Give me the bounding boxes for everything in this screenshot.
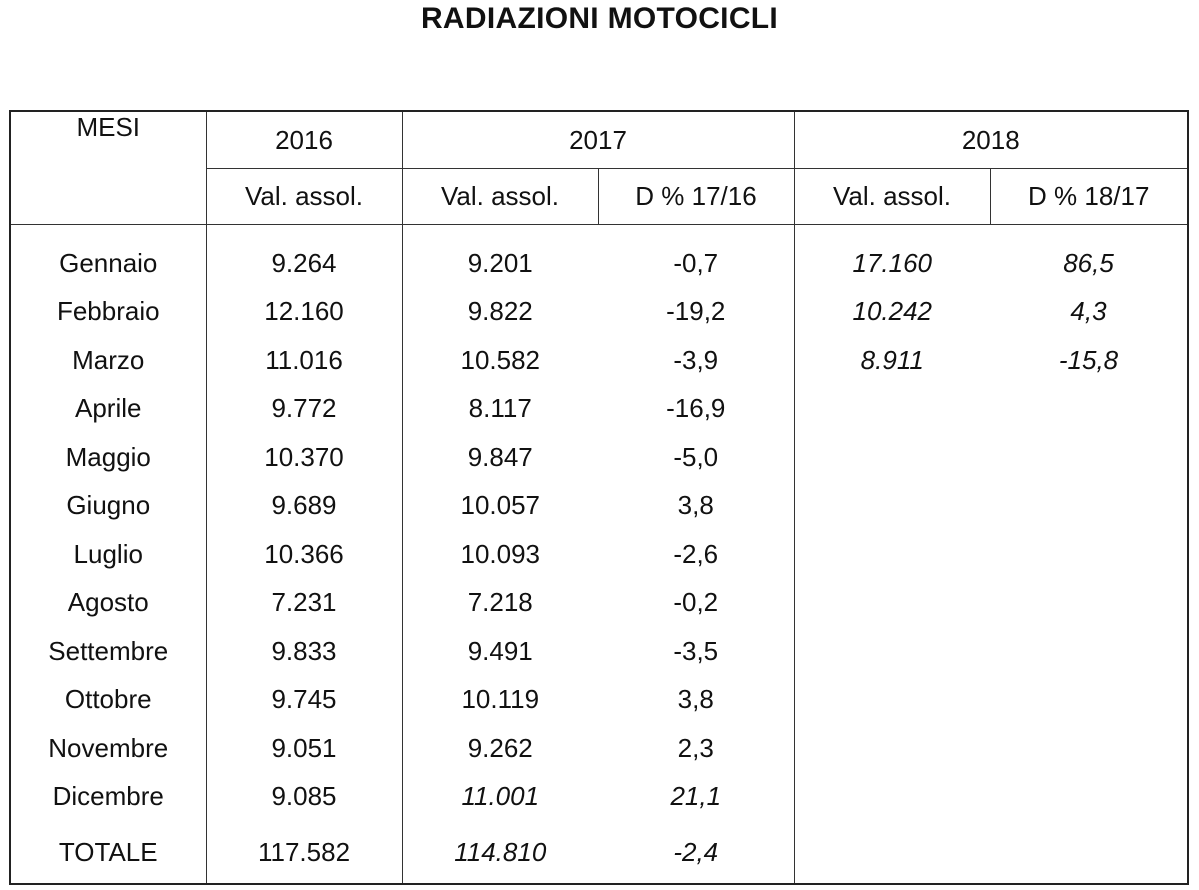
cell-delta-18-17 [990,724,1188,773]
cell-val-2017: 114.810 [402,821,598,884]
header-year-2016: 2016 [206,111,402,169]
page-title: RADIAZIONI MOTOCICLI [420,2,779,35]
cell-val-2017: 11.001 [402,773,598,822]
header-delta-17-16: D % 17/16 [598,169,794,225]
cell-val-2017: 9.847 [402,433,598,482]
cell-delta-17-16: -2,4 [598,821,794,884]
cell-val-2016: 9.833 [206,627,402,676]
cell-val-2017: 9.262 [402,724,598,773]
cell-val-2016: 9.772 [206,385,402,434]
cell-val-2017: 10.057 [402,482,598,531]
cell-delta-18-17: -15,8 [990,336,1188,385]
cell-val-2016: 9.689 [206,482,402,531]
cell-month: Febbraio [10,288,206,337]
cell-delta-17-16: 3,8 [677,684,714,715]
cell-delta-18-17: 86,5 [990,225,1188,288]
cell-month: Agosto [10,579,206,628]
cell-val-2018 [794,482,990,531]
cell-val-2018 [794,724,990,773]
table-row [10,288,1188,337]
cell-val-2018 [794,385,990,434]
header-row-years [10,111,1188,169]
cell-month: Gennaio [10,225,206,288]
cell-val-2016: 9.051 [206,724,402,773]
cell-val-2016: 12.160 [206,288,402,337]
cell-month: Dicembre [10,773,206,822]
cell-val-2017: 10.582 [402,336,598,385]
cell-delta-18-17 [990,530,1188,579]
cell-val-2017: 9.491 [402,627,598,676]
radiazioni-table [9,110,1189,885]
cell-val-2016: 9.085 [206,773,402,822]
cell-val-2018 [794,773,990,822]
cell-delta-18-17 [990,482,1188,531]
header-val-assol-2018: Val. assol. [794,169,990,225]
cell-delta-17-16: -5,0 [673,441,719,472]
cell-val-2016: 10.370 [206,433,402,482]
cell-delta-18-17 [990,433,1188,482]
cell-val-2018: 8.911 [794,336,990,385]
header-mesi: MESI [10,111,206,225]
cell-delta-17-16: 3,8 [677,490,714,521]
cell-val-2017: 7.218 [402,579,598,628]
cell-month: Novembre [10,724,206,773]
header-val-assol-2017: Val. assol. [402,169,598,225]
cell-month: Aprile [10,385,206,434]
table-body [10,225,1188,885]
header-year-2017: 2017 [402,111,794,169]
cell-month: Giugno [10,482,206,531]
cell-val-2016: 117.582 [206,821,402,884]
table-row [10,627,1188,676]
cell-delta-17-16: -19,2 [666,296,726,327]
cell-delta-17-16: -3,5 [673,635,719,666]
cell-month: Luglio [10,530,206,579]
table-row [10,225,1188,288]
cell-delta-18-17 [990,627,1188,676]
cell-val-2017: 10.093 [402,530,598,579]
table-row [10,482,1188,531]
cell-val-2017: 9.822 [402,288,598,337]
cell-val-2016: 7.231 [206,579,402,628]
cell-month: Ottobre [10,676,206,725]
header-delta-18-17: D % 18/17 [990,169,1188,225]
total-row [10,821,1188,884]
cell-val-2016: 9.745 [206,676,402,725]
cell-val-2016: 10.366 [206,530,402,579]
table-row [10,773,1188,822]
table-row [10,433,1188,482]
cell-val-2018 [794,676,990,725]
table-row [10,336,1188,385]
cell-month: Marzo [10,336,206,385]
header-year-2018: 2018 [794,111,1188,169]
cell-delta-17-16: 21,1 [670,781,722,812]
cell-val-2018: 10.242 [794,288,990,337]
table-row [10,676,1188,725]
cell-delta-17-16: -3,9 [673,344,719,375]
table-row [10,385,1188,434]
table-row [10,530,1188,579]
cell-val-2018 [794,433,990,482]
cell-val-2018 [794,627,990,676]
cell-delta-18-17 [990,385,1188,434]
cell-delta-17-16: -0,2 [673,587,719,618]
cell-delta-18-17 [990,579,1188,628]
cell-val-2018 [794,530,990,579]
cell-val-2018: 17.160 [794,225,990,288]
cell-val-2017: 10.119 [402,676,598,725]
cell-val-2018 [794,821,990,884]
cell-delta-17-16: -2,6 [673,538,719,569]
cell-val-2017: 9.201 [402,225,598,288]
cell-delta-17-16: -16,9 [666,393,726,424]
cell-month: TOTALE [10,821,206,884]
cell-delta-17-16: 2,3 [677,732,714,763]
cell-val-2016: 9.264 [206,225,402,288]
header-val-assol-2016: Val. assol. [206,169,402,225]
cell-delta-18-17 [990,821,1188,884]
cell-delta-18-17 [990,773,1188,822]
cell-month: Settembre [10,627,206,676]
cell-val-2017: 8.117 [402,385,598,434]
cell-delta-18-17: 4,3 [990,288,1188,337]
cell-delta-17-16: -0,7 [673,247,719,278]
table-row [10,724,1188,773]
cell-delta-18-17 [990,676,1188,725]
cell-month: Maggio [10,433,206,482]
table-row [10,579,1188,628]
cell-val-2016: 11.016 [206,336,402,385]
cell-val-2018 [794,579,990,628]
